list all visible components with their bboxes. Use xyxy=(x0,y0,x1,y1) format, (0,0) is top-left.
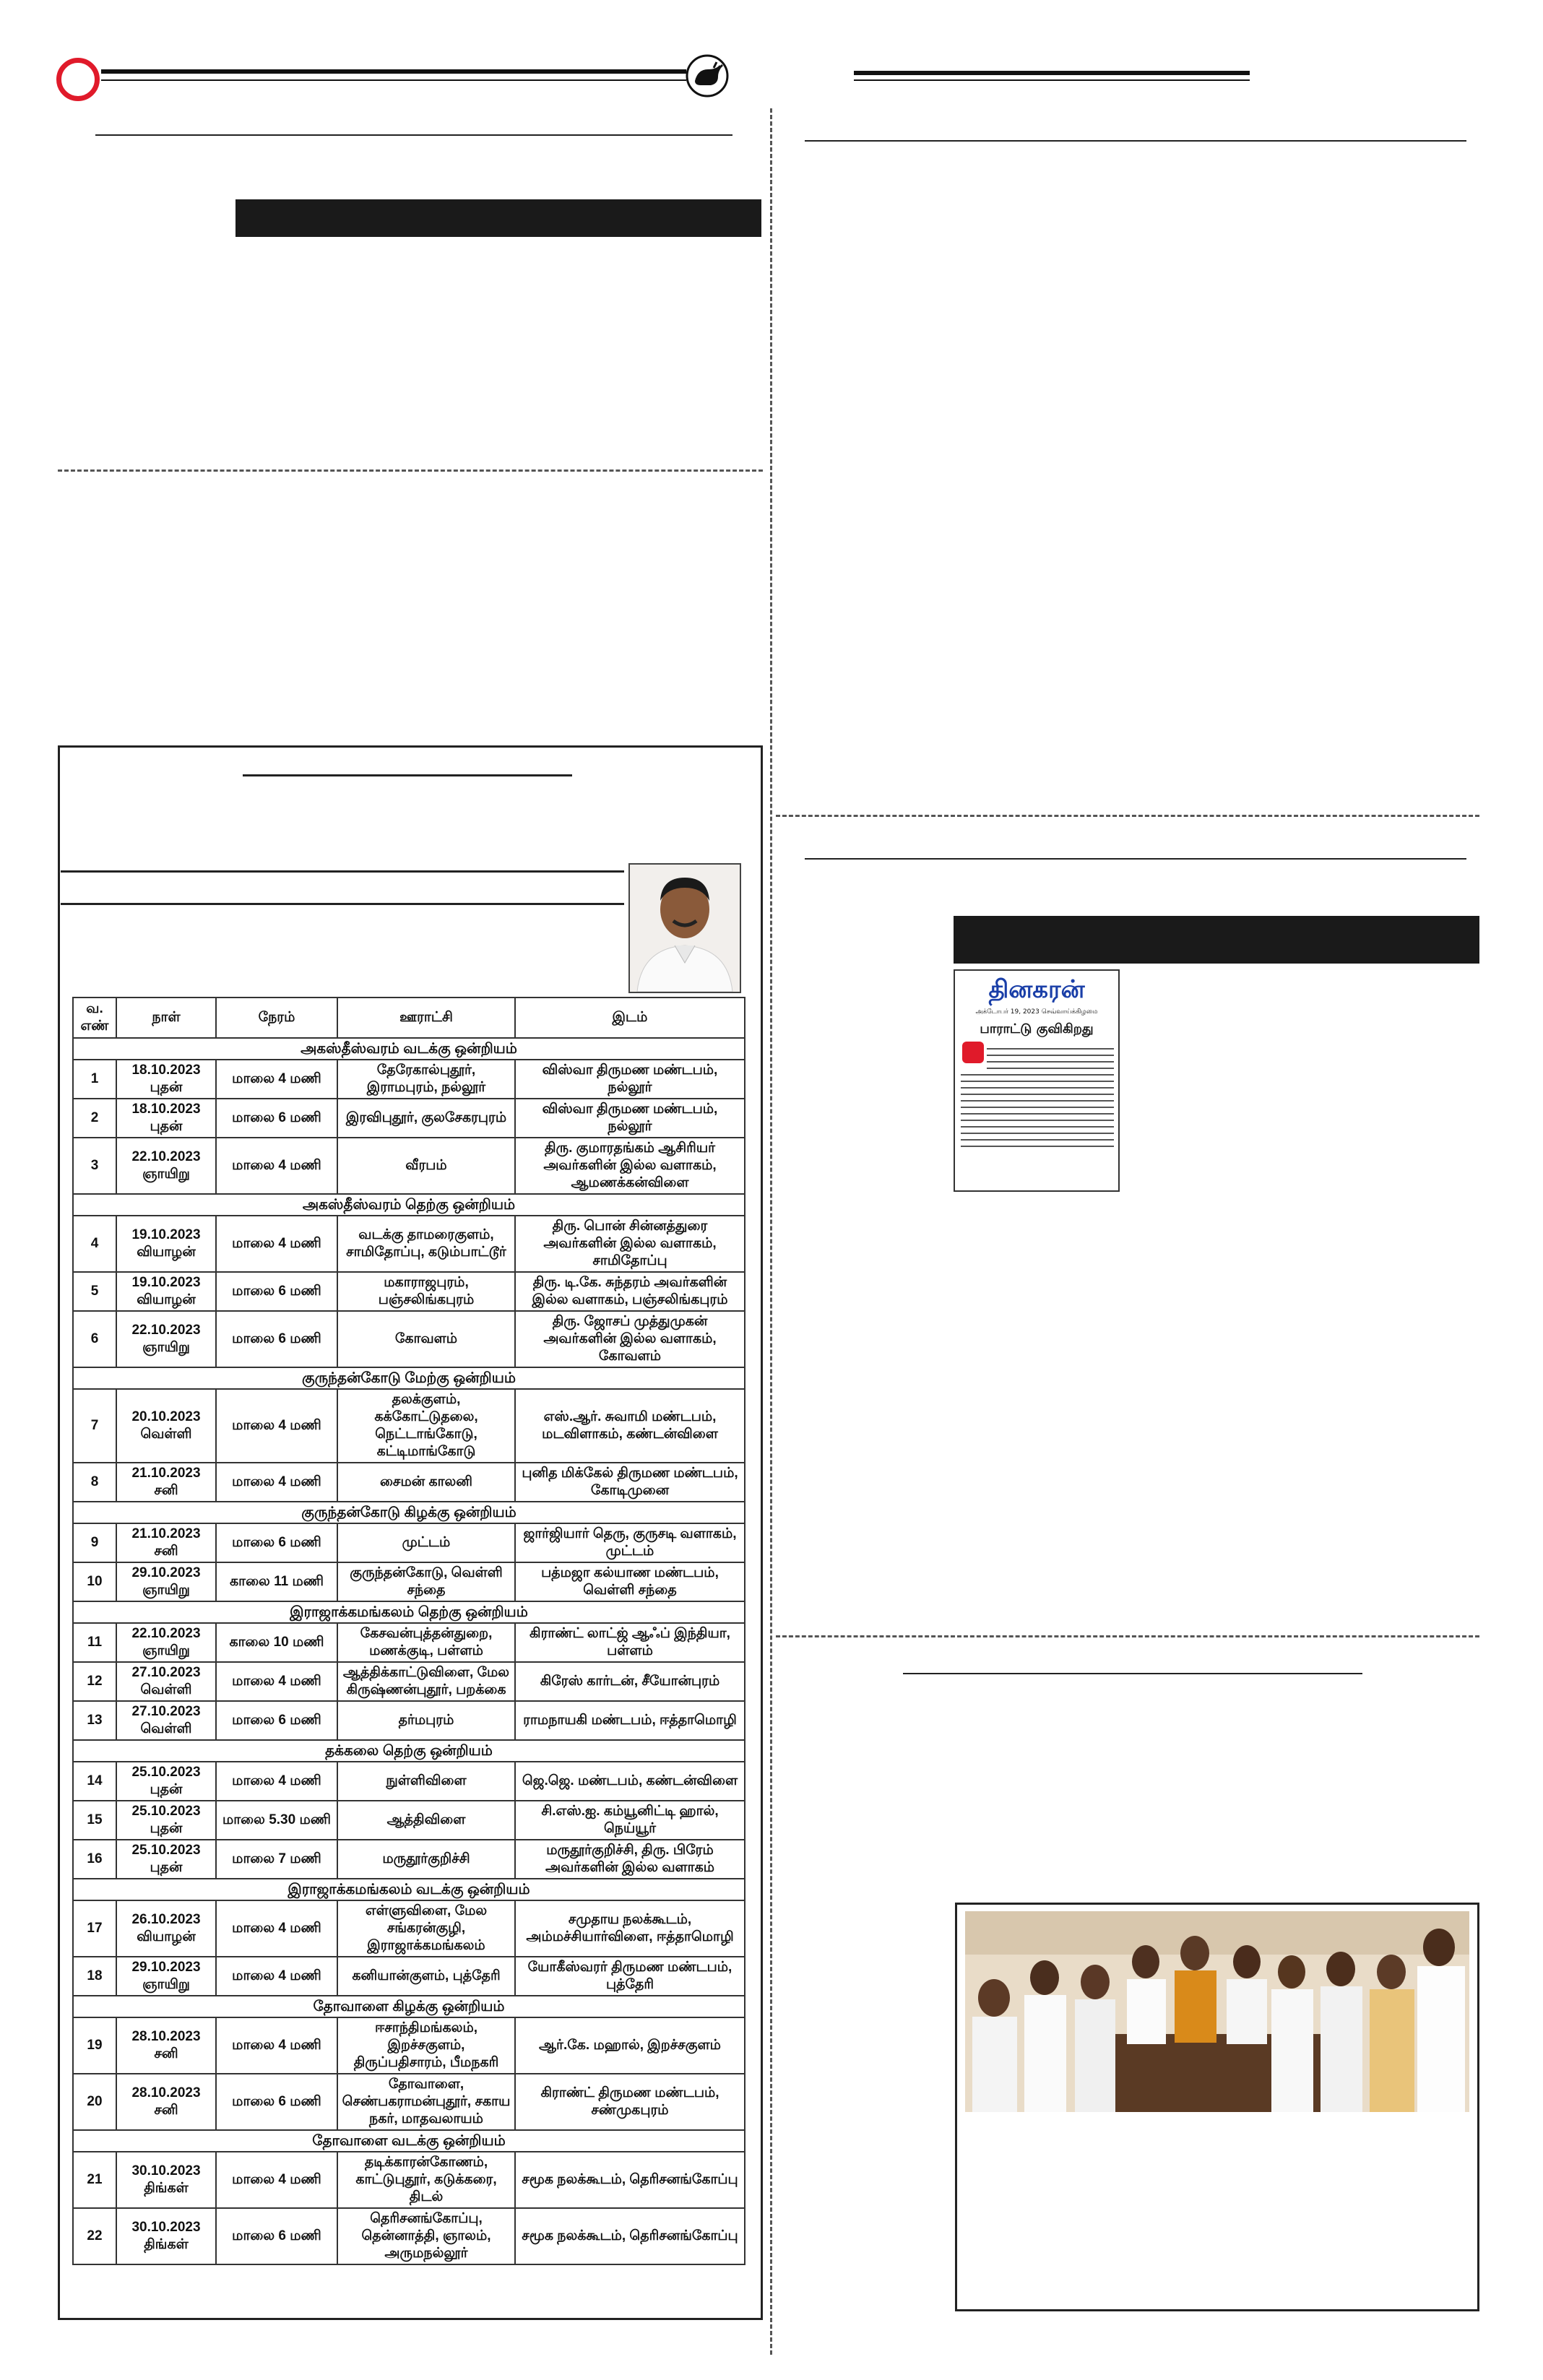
person-portrait xyxy=(628,863,741,993)
schedule-venue: மருதூர்குறிச்சி, திரு. பிரேம் அவர்களின் இல்ல வளாகம் xyxy=(515,1840,745,1879)
schedule-venue: திரு. குமாரதங்கம் ஆசிரியர் அவர்களின் இல்ல வளாகம், ஆமணக்கன்விளை xyxy=(515,1138,745,1194)
column-separator xyxy=(770,108,772,2355)
schedule-date-cell xyxy=(116,1216,216,1272)
schedule-day: திங்கள் xyxy=(144,2237,189,2252)
schedule-time: மாலை 4 மணி xyxy=(216,1762,337,1801)
schedule-row xyxy=(73,1762,745,1801)
schedule-title-rule xyxy=(243,774,572,776)
schedule-serial: 20 xyxy=(73,2074,116,2130)
schedule-time: மாலை 4 மணி xyxy=(216,1662,337,1701)
schedule-time: மாலை 4 மணி xyxy=(216,1900,337,1957)
schedule-venue: ஜார்ஜியார் தெரு, குருசடி வளாகம், முட்டம் xyxy=(515,1523,745,1562)
schedule-venue: எஸ்.ஆர். சுவாமி மண்டபம், மடவிளாகம், கண்டன்விளை xyxy=(515,1389,745,1463)
schedule-village: ஈசாந்திமங்கலம், இறச்சகுளம், திருப்பதிசாரம், பீமநகரி xyxy=(337,2017,515,2074)
schedule-date-cell xyxy=(116,2208,216,2264)
schedule-time: மாலை 4 மணி xyxy=(216,1138,337,1194)
schedule-village: நுள்ளிவிளை xyxy=(337,1762,515,1801)
schedule-row xyxy=(73,2152,745,2208)
schedule-village: தலக்குளம், கக்கோட்டுதலை, நெட்டாங்கோடு, கட்டிமாங்கோடு xyxy=(337,1389,515,1463)
schedule-village: தேரேகால்புதூர், இராமபுரம், நல்லூர் xyxy=(337,1060,515,1099)
schedule-time: மாலை 4 மணி xyxy=(216,1463,337,1502)
schedule-group-row xyxy=(73,1194,745,1216)
schedule-row xyxy=(73,1060,745,1099)
schedule-row xyxy=(73,1662,745,1701)
clip-paper-name: தினகரன் xyxy=(988,977,1085,1003)
schedule-date: 18.10.2023 xyxy=(131,1102,201,1117)
schedule-village: தெரிசனங்கோப்பு, தென்னாத்தி, ஞாலம், அருமநல்லூர் xyxy=(337,2208,515,2264)
schedule-village: சைமன் காலனி xyxy=(337,1463,515,1502)
schedule-time: மாலை 6 மணி xyxy=(216,1523,337,1562)
header-serial: வ. எண் xyxy=(73,998,116,1038)
schedule-row xyxy=(73,1216,745,1272)
schedule-date: 25.10.2023 xyxy=(131,1804,201,1819)
schedule-time: மாலை 6 மணி xyxy=(216,1099,337,1138)
schedule-venue: ஆர்.கே. மஹால், இறச்சகுளம் xyxy=(515,2017,745,2074)
schedule-date: 19.10.2023 xyxy=(131,1227,201,1242)
schedule-serial: 11 xyxy=(73,1623,116,1662)
schedule-date-cell xyxy=(116,1900,216,1957)
schedule-venue: ராமநாயகி மண்டபம், ஈத்தாமொழி xyxy=(515,1701,745,1740)
left-section-divider xyxy=(58,469,763,472)
schedule-group-row xyxy=(73,1502,745,1523)
schedule-row xyxy=(73,1463,745,1502)
schedule-village: எள்ளுவிளை, மேல சங்கரன்குழி, இராஜாக்கமங்கலம் xyxy=(337,1900,515,1957)
schedule-row xyxy=(73,2074,745,2130)
schedule-date-cell xyxy=(116,2074,216,2130)
schedule-time: மாலை 6 மணி xyxy=(216,1311,337,1367)
schedule-day: வெள்ளி xyxy=(140,1721,192,1736)
schedule-row xyxy=(73,1138,745,1194)
newspaper-clipping xyxy=(954,969,1120,1192)
schedule-date-cell xyxy=(116,1662,216,1701)
schedule-day: புதன் xyxy=(150,1080,183,1095)
schedule-venue: சமூக நலக்கூடம், தெரிசனங்கோப்பு xyxy=(515,2208,745,2264)
schedule-group-name: அகஸ்தீஸ்வரம் தெற்கு ஒன்றியம் xyxy=(73,1194,745,1216)
schedule-serial: 12 xyxy=(73,1662,116,1701)
clip-date-line: அக்டோபர் 19, 2023 செவ்வாய்க்கிழமை xyxy=(975,1008,1098,1016)
schedule-date-cell xyxy=(116,1099,216,1138)
schedule-time: மாலை 4 மணி xyxy=(216,1216,337,1272)
schedule-date-cell xyxy=(116,1701,216,1740)
schedule-subtitle-rule-2 xyxy=(61,903,624,905)
schedule-serial: 16 xyxy=(73,1840,116,1879)
schedule-date: 30.10.2023 xyxy=(131,2220,201,2235)
schedule-venue: யோகீஸ்வரர் திருமண மண்டபம், புத்தேரி xyxy=(515,1957,745,1996)
schedule-village: வீரபம் xyxy=(337,1138,515,1194)
schedule-group-name: தக்கலை தெற்கு ஒன்றியம் xyxy=(73,1740,745,1762)
schedule-date-cell xyxy=(116,2017,216,2074)
schedule-group-row xyxy=(73,1367,745,1389)
schedule-village: வடக்கு தாமரைகுளம், சாமிதோப்பு, கடும்பாட்டூர் xyxy=(337,1216,515,1272)
schedule-venue: ஜெ.ஜெ. மண்டபம், கண்டன்விளை xyxy=(515,1762,745,1801)
schedule-date: 30.10.2023 xyxy=(131,2163,201,2178)
schedule-day: ஞாயிறு xyxy=(142,1340,190,1355)
schedule-date: 25.10.2023 xyxy=(131,1843,201,1858)
clip-body-text xyxy=(961,1043,1114,1152)
right-section-divider-2 xyxy=(776,1635,1479,1637)
schedule-row xyxy=(73,1623,745,1662)
schedule-date: 21.10.2023 xyxy=(131,1466,201,1481)
schedule-day: சனி xyxy=(154,1483,178,1498)
schedule-time: மாலை 4 மணி xyxy=(216,2017,337,2074)
schedule-date: 27.10.2023 xyxy=(131,1704,201,1719)
schedule-group-row xyxy=(73,1601,745,1623)
header-village: ஊராட்சி xyxy=(337,998,515,1038)
right-article-rule-2 xyxy=(805,858,1466,860)
schedule-row xyxy=(73,1311,745,1367)
schedule-serial: 9 xyxy=(73,1523,116,1562)
schedule-date-cell xyxy=(116,1762,216,1801)
schedule-village: தோவாளை, செண்பகராமன்புதூர், சகாய நகர், மாதவலாயம் xyxy=(337,2074,515,2130)
schedule-venue: கிரேஸ் கார்டன், சீயோன்புரம் xyxy=(515,1662,745,1701)
schedule-date-cell xyxy=(116,1060,216,1099)
schedule-date: 29.10.2023 xyxy=(131,1960,201,1975)
schedule-village: கனியான்குளம், புத்தேரி xyxy=(337,1957,515,1996)
schedule-serial: 8 xyxy=(73,1463,116,1502)
right-section-divider xyxy=(776,815,1479,817)
schedule-day: ஞாயிறு xyxy=(142,1643,190,1658)
schedule-venue: சி.எஸ்.ஐ. கம்யூனிட்டி ஹால், நெய்யூர் xyxy=(515,1801,745,1840)
schedule-serial: 6 xyxy=(73,1311,116,1367)
schedule-time: மாலை 6 மணி xyxy=(216,2208,337,2264)
schedule-table xyxy=(72,997,745,2265)
clip-headline: பாராட்டு குவிகிறது xyxy=(980,1021,1094,1037)
schedule-day: வெள்ளி xyxy=(140,1682,192,1697)
schedule-row xyxy=(73,1389,745,1463)
schedule-date: 22.10.2023 xyxy=(131,1323,201,1338)
schedule-serial: 5 xyxy=(73,1272,116,1311)
schedule-time: மாலை 6 மணி xyxy=(216,2074,337,2130)
schedule-row xyxy=(73,1099,745,1138)
schedule-date-cell xyxy=(116,1463,216,1502)
schedule-date: 25.10.2023 xyxy=(131,1765,201,1780)
schedule-village: ஆத்திவிளை xyxy=(337,1801,515,1840)
schedule-day: வியாழன் xyxy=(137,1245,196,1260)
schedule-date-cell xyxy=(116,1801,216,1840)
schedule-group-name: தோவாளை கிழக்கு ஒன்றியம் xyxy=(73,1996,745,2017)
schedule-date: 22.10.2023 xyxy=(131,1149,201,1164)
schedule-date-cell xyxy=(116,1389,216,1463)
schedule-venue: விஸ்வா திருமண மண்டபம், நல்லூர் xyxy=(515,1099,745,1138)
right-column-header-rule xyxy=(854,71,1250,75)
schedule-date: 21.10.2023 xyxy=(131,1526,201,1541)
schedule-date-cell xyxy=(116,1272,216,1311)
masthead-rule-thin xyxy=(101,79,686,81)
schedule-row xyxy=(73,1562,745,1601)
schedule-village: ஆத்திக்காட்டுவிளை, மேல கிருஷ்ணன்புதூர், பறக்கை xyxy=(337,1662,515,1701)
schedule-date: 28.10.2023 xyxy=(131,2029,201,2044)
schedule-date-cell xyxy=(116,1562,216,1601)
schedule-time: மாலை 4 மணி xyxy=(216,1957,337,1996)
schedule-date: 29.10.2023 xyxy=(131,1565,201,1580)
schedule-time: மாலை 7 மணி xyxy=(216,1840,337,1879)
schedule-day: புதன் xyxy=(150,1119,183,1134)
header-date: நாள் xyxy=(116,998,216,1038)
schedule-serial: 1 xyxy=(73,1060,116,1099)
schedule-group-name: இராஜாக்கமங்கலம் வடக்கு ஒன்றியம் xyxy=(73,1879,745,1900)
event-photo xyxy=(965,1911,1469,2112)
schedule-row xyxy=(73,2208,745,2264)
schedule-group-row xyxy=(73,1740,745,1762)
schedule-date-cell xyxy=(116,1840,216,1879)
schedule-date-cell xyxy=(116,1138,216,1194)
schedule-serial: 7 xyxy=(73,1389,116,1463)
right-column-header-rule-thin xyxy=(854,79,1250,81)
schedule-serial: 14 xyxy=(73,1762,116,1801)
schedule-serial: 21 xyxy=(73,2152,116,2208)
schedule-serial: 4 xyxy=(73,1216,116,1272)
schedule-group-row xyxy=(73,1038,745,1060)
schedule-group-row xyxy=(73,1879,745,1900)
schedule-village: தர்மபுரம் xyxy=(337,1701,515,1740)
schedule-date-cell xyxy=(116,2152,216,2208)
schedule-time: மாலை 4 மணி xyxy=(216,1060,337,1099)
schedule-serial: 2 xyxy=(73,1099,116,1138)
schedule-day: வியாழன் xyxy=(137,1292,196,1307)
schedule-venue: பத்மஜா கல்யாண மண்டபம், வெள்ளி சந்தை xyxy=(515,1562,745,1601)
schedule-time: மாலை 5.30 மணி xyxy=(216,1801,337,1840)
schedule-day: புதன் xyxy=(150,1860,183,1875)
schedule-village: கேசவன்புத்தன்துறை, மணக்குடி, பள்ளம் xyxy=(337,1623,515,1662)
schedule-header-row xyxy=(73,998,745,1038)
schedule-date-cell xyxy=(116,1623,216,1662)
schedule-date-cell xyxy=(116,1523,216,1562)
right-article-rule xyxy=(805,140,1466,142)
schedule-date: 26.10.2023 xyxy=(131,1912,201,1927)
masthead-rule xyxy=(101,69,686,74)
schedule-date: 19.10.2023 xyxy=(131,1275,201,1290)
schedule-venue: கிராண்ட் திருமண மண்டபம், சண்முகபுரம் xyxy=(515,2074,745,2130)
schedule-village: மருதூர்குறிச்சி xyxy=(337,1840,515,1879)
schedule-time: காலை 10 மணி xyxy=(216,1623,337,1662)
right-section-bar xyxy=(954,916,1479,964)
schedule-group-name: தோவாளை வடக்கு ஒன்றியம் xyxy=(73,2130,745,2152)
schedule-day: வியாழன் xyxy=(137,1929,196,1944)
left-section-bar xyxy=(235,199,761,237)
schedule-serial: 19 xyxy=(73,2017,116,2074)
schedule-row xyxy=(73,1523,745,1562)
schedule-village: இரவிபுதூர், குலசேகரபுரம் xyxy=(337,1099,515,1138)
schedule-row xyxy=(73,1801,745,1840)
schedule-date: 18.10.2023 xyxy=(131,1063,201,1078)
schedule-time: காலை 11 மணி xyxy=(216,1562,337,1601)
schedule-serial: 17 xyxy=(73,1900,116,1957)
schedule-village: முட்டம் xyxy=(337,1523,515,1562)
schedule-date: 22.10.2023 xyxy=(131,1626,201,1641)
schedule-serial: 10 xyxy=(73,1562,116,1601)
schedule-date-cell xyxy=(116,1957,216,1996)
schedule-group-name: இராஜாக்கமங்கலம் தெற்கு ஒன்றியம் xyxy=(73,1601,745,1623)
schedule-date-cell xyxy=(116,1311,216,1367)
schedule-row xyxy=(73,1957,745,1996)
schedule-venue: புனித மிக்கேல் திருமண மண்டபம், கோடிமுனை xyxy=(515,1463,745,1502)
schedule-serial: 18 xyxy=(73,1957,116,1996)
bull-emblem-icon xyxy=(685,53,730,98)
schedule-venue: திரு. டி.கே. சுந்தரம் அவர்களின் இல்ல வளாகம், பஞ்சலிங்கபுரம் xyxy=(515,1272,745,1311)
schedule-group-name: அகஸ்தீஸ்வரம் வடக்கு ஒன்றியம் xyxy=(73,1038,745,1060)
schedule-row xyxy=(73,1900,745,1957)
schedule-venue: விஸ்வா திருமண மண்டபம், நல்லூர் xyxy=(515,1060,745,1099)
schedule-date: 28.10.2023 xyxy=(131,2085,201,2100)
right-article-rule-3 xyxy=(903,1673,1362,1674)
schedule-group-name: குருந்தன்கோடு கிழக்கு ஒன்றியம் xyxy=(73,1502,745,1523)
schedule-village: குருந்தன்கோடு, வெள்ளி சந்தை xyxy=(337,1562,515,1601)
schedule-day: ஞாயிறு xyxy=(142,1167,190,1182)
schedule-day: சனி xyxy=(154,1544,178,1559)
schedule-day: திங்கள் xyxy=(144,2181,189,2196)
schedule-day: புதன் xyxy=(150,1821,183,1836)
schedule-time: மாலை 6 மணி xyxy=(216,1701,337,1740)
schedule-day: வெள்ளி xyxy=(140,1427,192,1442)
schedule-subtitle-rule xyxy=(61,870,624,873)
schedule-village: மகாராஜபுரம், பஞ்சலிங்கபுரம் xyxy=(337,1272,515,1311)
schedule-row xyxy=(73,1701,745,1740)
schedule-row xyxy=(73,1840,745,1879)
schedule-row xyxy=(73,2017,745,2074)
schedule-serial: 22 xyxy=(73,2208,116,2264)
schedule-time: மாலை 6 மணி xyxy=(216,1272,337,1311)
schedule-venue: சமூக நலக்கூடம், தெரிசனங்கோப்பு xyxy=(515,2152,745,2208)
schedule-group-row xyxy=(73,2130,745,2152)
schedule-venue: திரு. பொன் சின்னத்துரை அவர்களின் இல்ல வளாகம், சாமிதோப்பு xyxy=(515,1216,745,1272)
schedule-day: புதன் xyxy=(150,1782,183,1797)
schedule-date: 27.10.2023 xyxy=(131,1665,201,1680)
left-article-rule xyxy=(95,134,732,136)
schedule-venue: சமுதாய நலக்கூடம், அம்மச்சியார்விளை, ஈத்தாமொழி xyxy=(515,1900,745,1957)
schedule-time: மாலை 4 மணி xyxy=(216,2152,337,2208)
masthead-logo-circle xyxy=(56,58,100,101)
schedule-venue: கிராண்ட் லாட்ஜ் ஆஃப் இந்தியா, பள்ளம் xyxy=(515,1623,745,1662)
schedule-serial: 3 xyxy=(73,1138,116,1194)
schedule-group-row xyxy=(73,1996,745,2017)
schedule-day: சனி xyxy=(154,2103,178,2118)
schedule-day: சனி xyxy=(154,2046,178,2061)
schedule-serial: 15 xyxy=(73,1801,116,1840)
schedule-village: தடிக்காரன்கோணம், காட்டுபுதூர், கடுக்கரை, திடல் xyxy=(337,2152,515,2208)
schedule-venue: திரு. ஜோசப் முத்துமுகன் அவர்களின் இல்ல வளாகம், கோவளம் xyxy=(515,1311,745,1367)
schedule-day: ஞாயிறு xyxy=(142,1977,190,1992)
header-venue: இடம் xyxy=(515,998,745,1038)
schedule-serial: 13 xyxy=(73,1701,116,1740)
schedule-village: கோவளம் xyxy=(337,1311,515,1367)
header-time: நேரம் xyxy=(216,998,337,1038)
schedule-row xyxy=(73,1272,745,1311)
schedule-time: மாலை 4 மணி xyxy=(216,1389,337,1463)
schedule-date: 20.10.2023 xyxy=(131,1409,201,1424)
schedule-day: ஞாயிறு xyxy=(142,1583,190,1598)
schedule-group-name: குருந்தன்கோடு மேற்கு ஒன்றியம் xyxy=(73,1367,745,1389)
